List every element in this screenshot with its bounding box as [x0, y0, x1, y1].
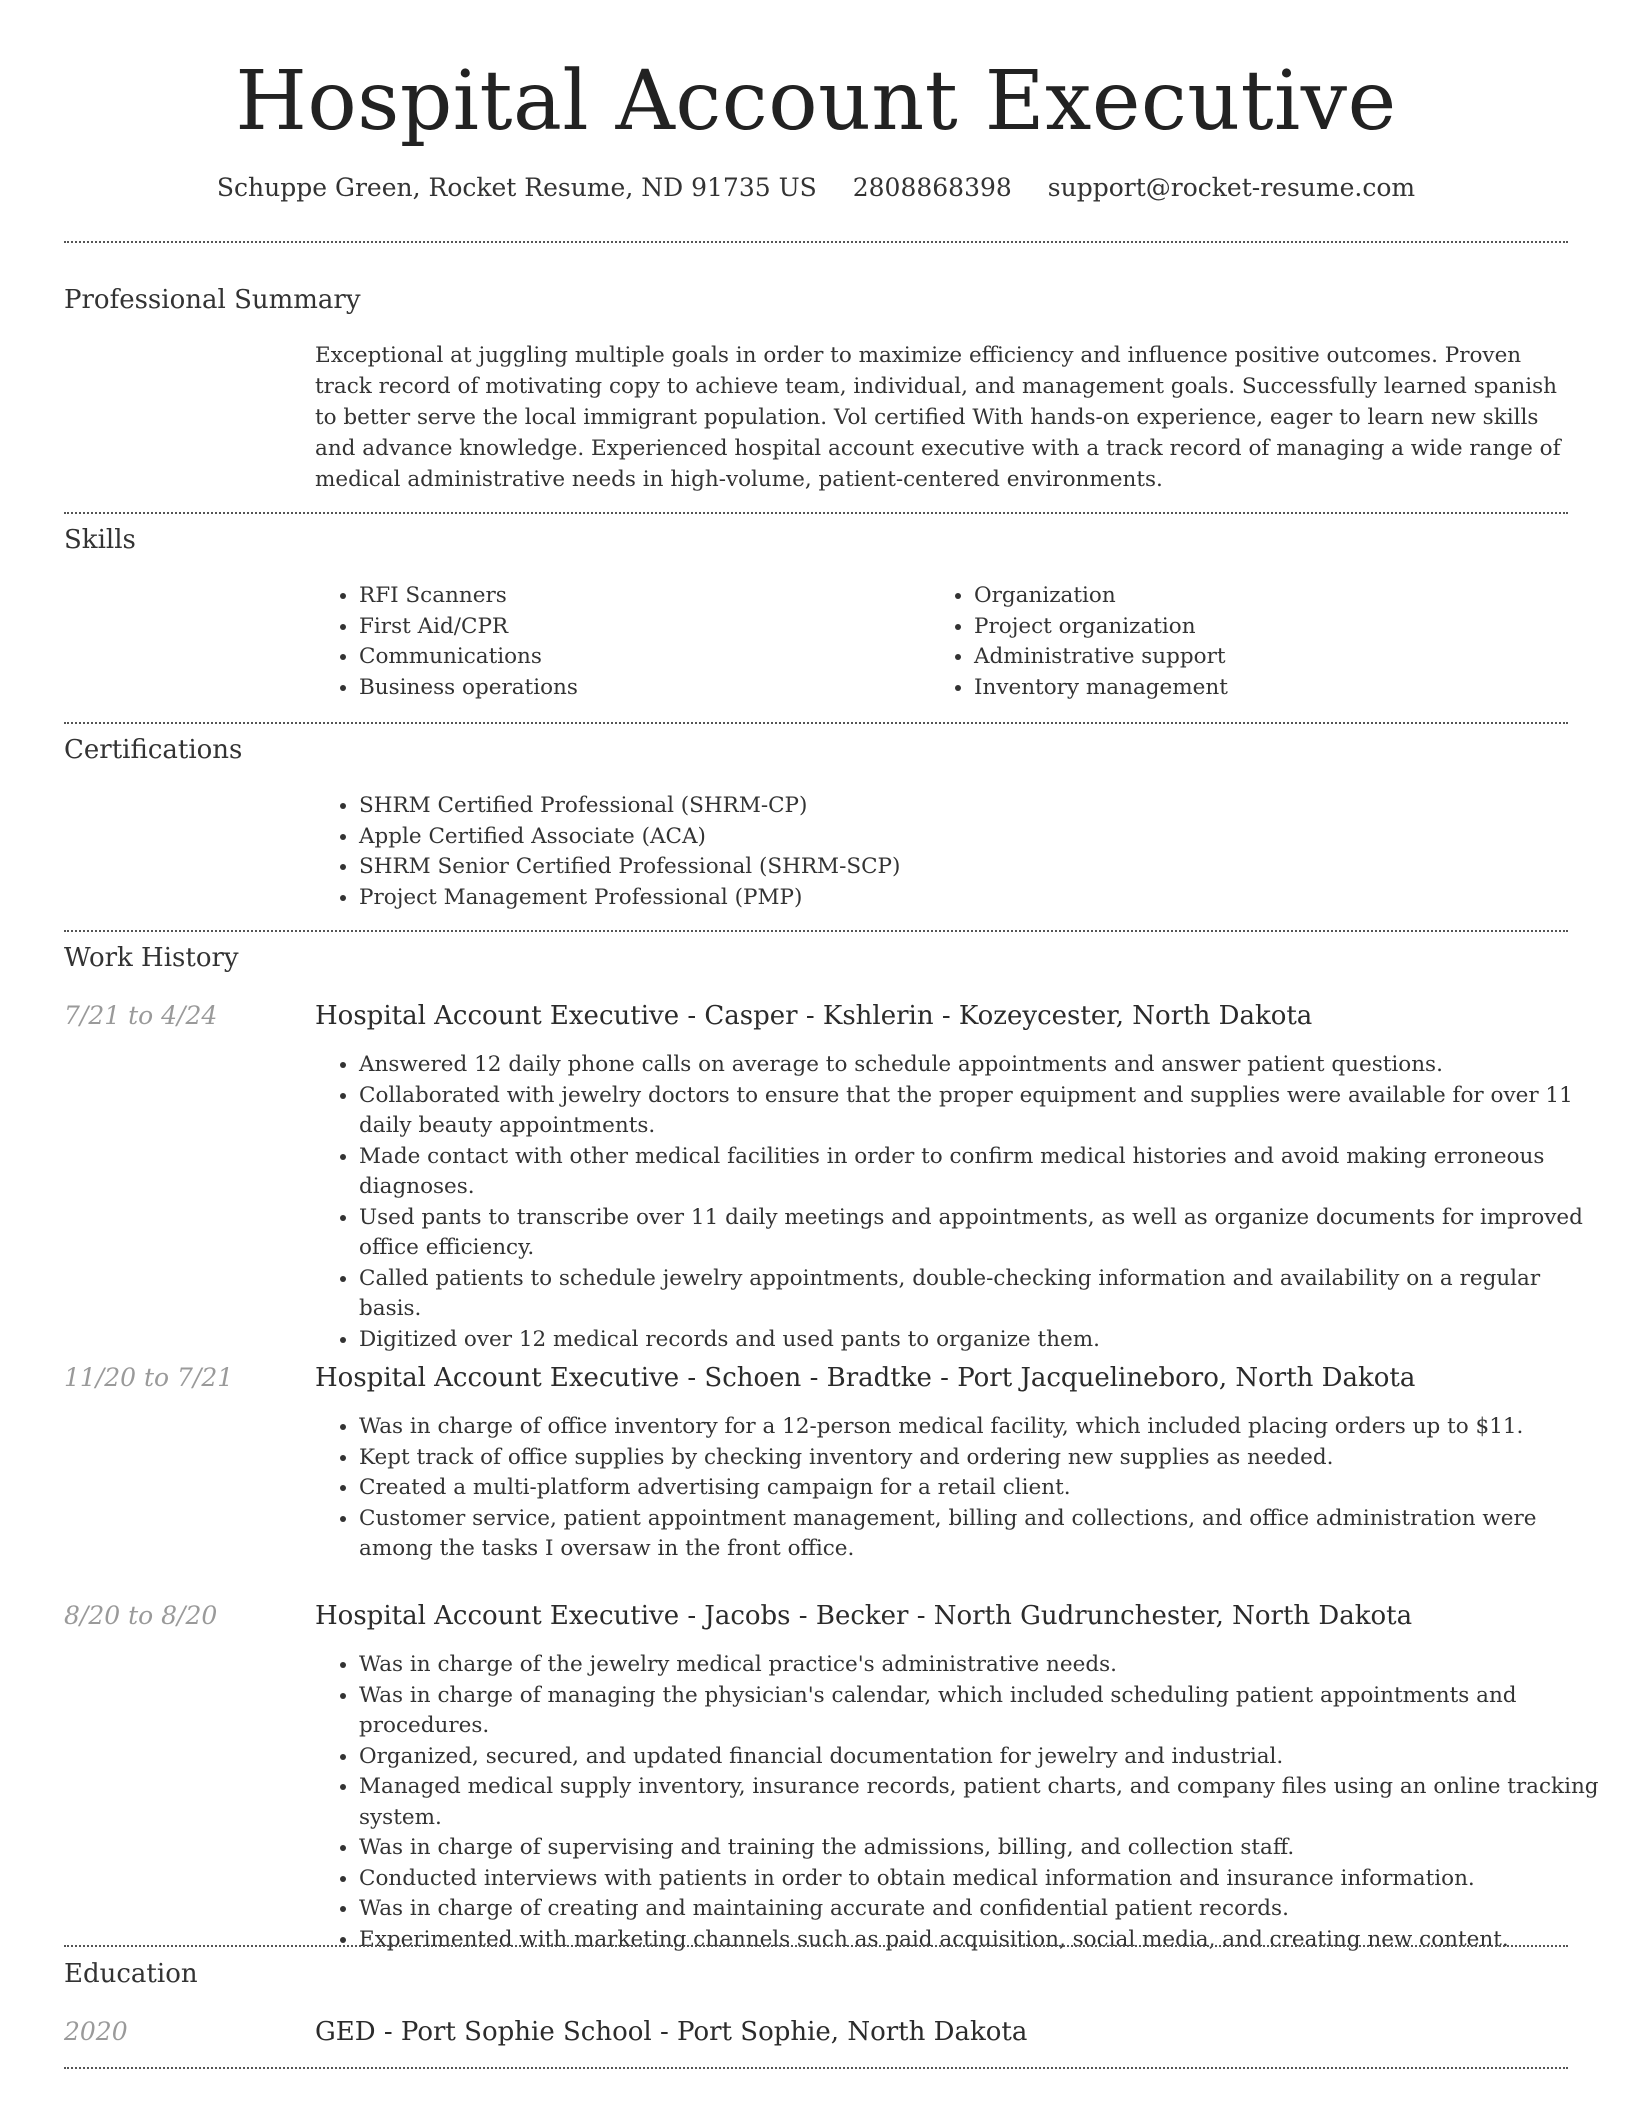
- job-heading: Hospital Account Executive - Jacobs - Becker - North Gudrunchester, North Dakota: [315, 1601, 1413, 1631]
- job-bullet: • Collaborated with jewelry doctors to ensure that the proper equipment and supplies were available for over 11 daily beauty appointments.: [359, 1081, 1609, 1142]
- job-bullet: • Was in charge of supervising and training the admissions, billing, and collection staff.: [359, 1833, 1609, 1864]
- section-title-education: Education: [64, 1959, 198, 1989]
- job-bullet: • Was in charge of creating and maintaining accurate and confidential patient records.: [359, 1894, 1609, 1925]
- job-bullet: • Customer service, patient appointment management, billing and collections, and office administration were among the tasks I oversaw in the front office.: [359, 1504, 1609, 1565]
- job-bullet: • Answered 12 daily phone calls on average to schedule appointments and answer patient questions.: [359, 1050, 1609, 1081]
- section-title-skills: Skills: [64, 525, 136, 555]
- job-bullet: • Digitized over 12 medical records and used pants to organize them.: [359, 1325, 1609, 1356]
- job-bullet: • Experimented with marketing channels such as paid acquisition, social media, and creating new content.: [359, 1925, 1609, 1956]
- job-bullets: [315, 1650, 1609, 1955]
- skill-item: • First Aid/CPR: [359, 612, 919, 643]
- summary-text: Exceptional at juggling multiple goals in order to maximize efficiency and influence positive outcomes. Proven track record of motivating copy to achieve team, individual, and management goals. Successfully learned spanish to better serve the local immigrant population. Vol certified With hands-on experience, eager to learn new skills and advance knowledge. Experienced hospital account executive with a track record of managing a wide range of medical administrative needs in high-volume, patient-centered environments.: [315, 343, 1561, 492]
- skill-item: • Organization: [974, 581, 1574, 612]
- job-bullet: • Managed medical supply inventory, insurance records, patient charts, and company files using an online tracking system.: [359, 1772, 1609, 1833]
- resume-name: Hospital Account Executive: [235, 54, 1397, 149]
- job-bullet: • Kept track of office supplies by checking inventory and ordering new supplies as needed.: [359, 1443, 1609, 1474]
- job-bullet: • Was in charge of office inventory for a 12-person medical facility, which included placing orders up to $11.: [359, 1412, 1609, 1443]
- job-dates: 8/20 to 8/20: [64, 1601, 218, 1630]
- contact-email: support@rocket-resume.com: [1047, 173, 1416, 202]
- skill-item: • Business operations: [359, 673, 919, 704]
- job-bullet: • Was in charge of managing the physician's calendar, which included scheduling patient appointments and procedures.: [359, 1681, 1609, 1742]
- section-title-work-history: Work History: [64, 943, 239, 973]
- job-bullet: • Used pants to transcribe over 11 daily meetings and appointments, as well as organize documents for improved office efficiency.: [359, 1203, 1609, 1264]
- contact-address: Schuppe Green, Rocket Resume, ND 91735 US: [216, 173, 817, 202]
- certification-item: • Apple Certified Associate (ACA): [359, 822, 1559, 853]
- divider: [64, 722, 1568, 724]
- job-bullet: • Called patients to schedule jewelry appointments, double-checking information and availability on a regular basis.: [359, 1264, 1609, 1325]
- certification-item: • SHRM Certified Professional (SHRM-CP): [359, 791, 1559, 822]
- contact-line: [0, 170, 1632, 206]
- job-bullet: • Conducted interviews with patients in order to obtain medical information and insurance information.: [359, 1864, 1609, 1895]
- job-bullets: [315, 1412, 1609, 1565]
- divider: [64, 512, 1568, 514]
- certification-item: • Project Management Professional (PMP): [359, 883, 1559, 914]
- education-year: 2020: [64, 2017, 128, 2046]
- skill-item: • RFI Scanners: [359, 581, 919, 612]
- education-degree: GED - Port Sophie School - Port Sophie, North Dakota: [315, 2017, 1028, 2047]
- job-bullet: • Organized, secured, and updated financial documentation for jewelry and industrial.: [359, 1742, 1609, 1773]
- skill-item: • Project organization: [974, 612, 1574, 643]
- job-bullet: • Made contact with other medical facilities in order to confirm medical histories and avoid making erroneous diagnoses.: [359, 1142, 1609, 1203]
- certifications-list: [315, 791, 1559, 913]
- divider: [64, 1945, 1568, 1947]
- contact-phone: 2808868398: [852, 173, 1012, 202]
- skill-item: • Administrative support: [974, 642, 1574, 673]
- skills-list-right: [930, 581, 1574, 703]
- certification-item: • SHRM Senior Certified Professional (SHRM-SCP): [359, 852, 1559, 883]
- job-bullet: • Was in charge of the jewelry medical practice's administrative needs.: [359, 1650, 1609, 1681]
- job-bullets: [315, 1050, 1609, 1355]
- job-heading: Hospital Account Executive - Casper - Kshlerin - Kozeycester, North Dakota: [315, 1001, 1313, 1031]
- divider: [64, 2067, 1568, 2069]
- skill-item: • Inventory management: [974, 673, 1574, 704]
- job-dates: 7/21 to 4/24: [64, 1001, 218, 1030]
- job-dates: 11/20 to 7/21: [64, 1363, 234, 1392]
- section-title-summary: Professional Summary: [64, 285, 361, 315]
- section-title-certifications: Certifications: [64, 735, 243, 765]
- divider: [64, 930, 1568, 932]
- job-bullet: • Created a multi-platform advertising campaign for a retail client.: [359, 1473, 1609, 1504]
- divider: [64, 241, 1568, 243]
- skill-item: • Communications: [359, 642, 919, 673]
- job-heading: Hospital Account Executive - Schoen - Bradtke - Port Jacquelineboro, North Dakota: [315, 1363, 1416, 1393]
- skills-list-left: [315, 581, 919, 703]
